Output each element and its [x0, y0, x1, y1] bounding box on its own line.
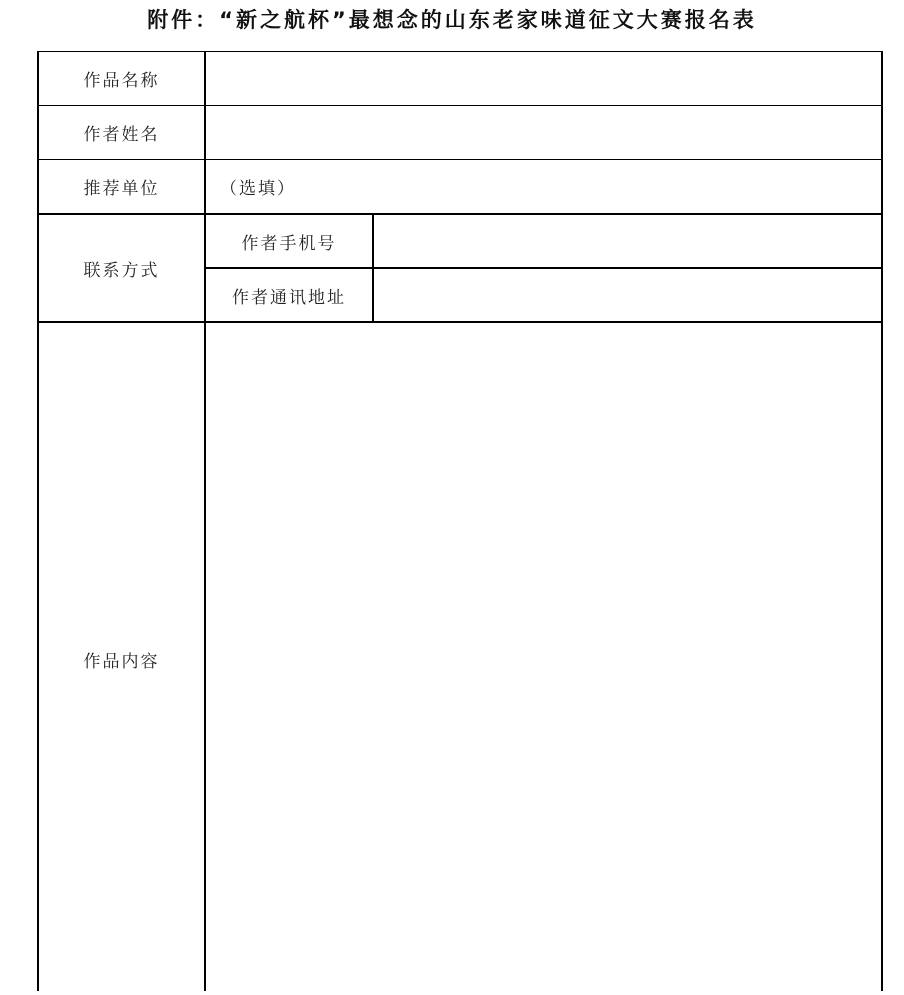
phone-field[interactable]: [374, 215, 881, 267]
work-content-field[interactable]: [206, 323, 881, 979]
author-name-field[interactable]: [206, 106, 881, 159]
document-title: 附件：“新之航杯”最想念的山东老家味道征文大赛报名表: [147, 8, 757, 32]
work-title-field[interactable]: [206, 52, 881, 105]
contact-label: 联系方式: [83, 260, 160, 281]
recommending-unit-field[interactable]: （选填）: [220, 179, 296, 199]
recommending-unit-label: 推荐单位: [83, 179, 160, 199]
address-field[interactable]: [374, 269, 881, 321]
address-label: 作者通讯地址: [232, 287, 346, 308]
work-content-label: 作品内容: [83, 651, 160, 672]
work-title-label: 作品名称: [83, 71, 160, 91]
phone-label: 作者手机号: [241, 233, 337, 254]
author-name-label: 作者姓名: [83, 125, 160, 145]
table-border-right: [881, 51, 883, 991]
